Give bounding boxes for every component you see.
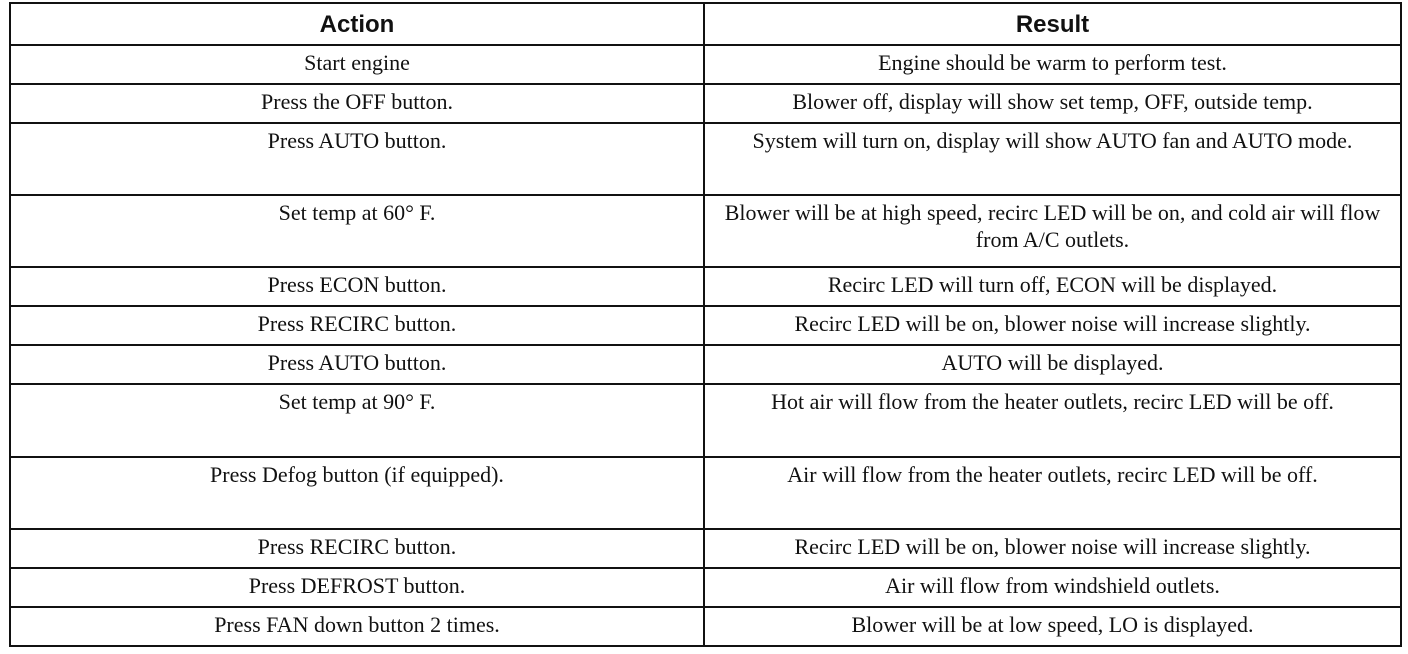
result-cell: Recirc LED will be on, blower noise will increase slightly. [704, 306, 1401, 345]
action-cell: Press RECIRC button. [10, 529, 704, 568]
result-cell: System will turn on, display will show AUTO fan and AUTO mode. [704, 123, 1401, 195]
result-cell: Engine should be warm to perform test. [704, 45, 1401, 84]
test-procedure-table-container [9, 2, 1400, 647]
action-cell: Press Defog button (if equipped). [10, 457, 704, 529]
table-row [10, 45, 1401, 84]
table-row [10, 306, 1401, 345]
result-cell: Air will flow from windshield outlets. [704, 568, 1401, 607]
column-header-result: Result [704, 3, 1401, 45]
action-cell: Press RECIRC button. [10, 306, 704, 345]
table-row [10, 607, 1401, 646]
result-cell: Air will flow from the heater outlets, recirc LED will be off. [704, 457, 1401, 529]
action-cell: Press AUTO button. [10, 345, 704, 384]
table-row [10, 267, 1401, 306]
action-cell: Press the OFF button. [10, 84, 704, 123]
action-cell: Set temp at 90° F. [10, 384, 704, 456]
action-cell: Press AUTO button. [10, 123, 704, 195]
action-cell: Start engine [10, 45, 704, 84]
table-row [10, 345, 1401, 384]
result-cell: Hot air will flow from the heater outlets, recirc LED will be off. [704, 384, 1401, 456]
table-row [10, 529, 1401, 568]
table-row [10, 195, 1401, 267]
table-row [10, 384, 1401, 456]
result-cell: Blower will be at high speed, recirc LED will be on, and cold air will flow from A/C outlets. [704, 195, 1401, 267]
header-row [10, 3, 1401, 45]
action-cell: Press ECON button. [10, 267, 704, 306]
column-header-action: Action [10, 3, 704, 45]
table-row [10, 84, 1401, 123]
table-row [10, 457, 1401, 529]
action-cell: Press DEFROST button. [10, 568, 704, 607]
action-cell: Set temp at 60° F. [10, 195, 704, 267]
test-procedure-table [9, 2, 1402, 647]
result-cell: AUTO will be displayed. [704, 345, 1401, 384]
table-row [10, 123, 1401, 195]
result-cell: Blower will be at low speed, LO is displayed. [704, 607, 1401, 646]
result-cell: Recirc LED will turn off, ECON will be displayed. [704, 267, 1401, 306]
result-cell: Blower off, display will show set temp, OFF, outside temp. [704, 84, 1401, 123]
table-row [10, 568, 1401, 607]
action-cell: Press FAN down button 2 times. [10, 607, 704, 646]
result-cell: Recirc LED will be on, blower noise will increase slightly. [704, 529, 1401, 568]
